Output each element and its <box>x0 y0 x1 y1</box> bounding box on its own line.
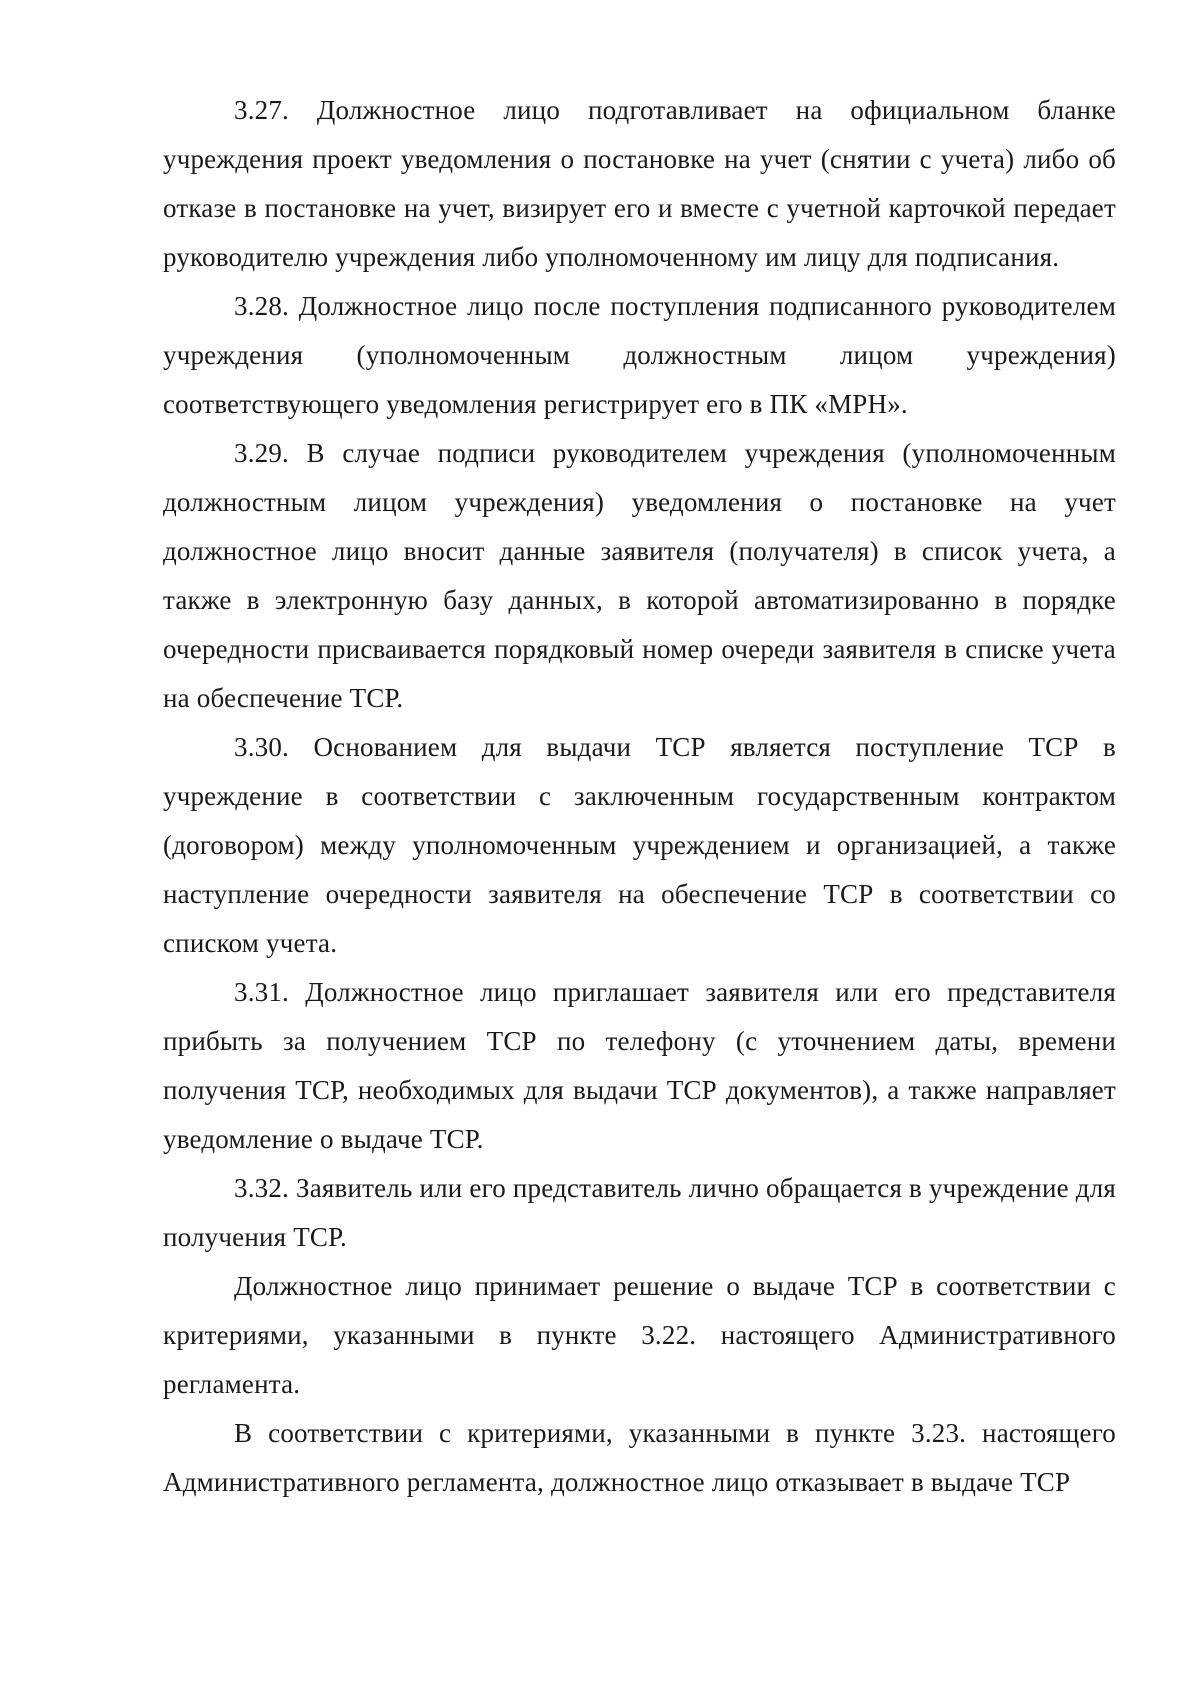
document-body <box>163 86 1116 1507</box>
paragraph-3-27: 3.27. Должностное лицо подготавливает на официальном бланке учреждения проект уведомления о постановке на учет (снятии с учета) либо об отказе в постановке на учет, визирует его и вместе с учетной карточкой передает руководителю учреждения либо уполномоченному им лицу для подписания. <box>163 95 1116 272</box>
paragraph-decision: Должностное лицо принимает решение о выдаче ТСР в соответствии с критериями, указанными в пункте 3.22. настоящего Административного регламента. <box>163 1271 1116 1399</box>
paragraph-3-28: 3.28. Должностное лицо после поступления подписанного руководителем учреждения (уполномоченным должностным лицом учреждения) соответствующего уведомления регистрирует его в ПК «МРН». <box>163 291 1116 419</box>
paragraph-3-32: 3.32. Заявитель или его представитель лично обращается в учреждение для получения ТСР. <box>163 1173 1116 1252</box>
paragraph-3-30: 3.30. Основанием для выдачи ТСР является поступление ТСР в учреждение в соответствии с заключенным государственным контрактом (договором) между уполномоченным учреждением и организацией, а также наступление очередности заявителя на обеспечение ТСР в соответствии со списком учета. <box>163 732 1116 958</box>
paragraph-3-29: 3.29. В случае подписи руководителем учреждения (уполномоченным должностным лицом учреждения) уведомления о постановке на учет должностное лицо вносит данные заявителя (получателя) в список учета, а также в электронную базу данных, в которой автоматизированно в порядке очередности присваивается порядковый номер очереди заявителя в списке учета на обеспечение ТСР. <box>163 438 1116 713</box>
paragraph-3-31: 3.31. Должностное лицо приглашает заявителя или его представителя прибыть за получением ТСР по телефону (с уточнением даты, времени получения ТСР, необходимых для выдачи ТСР документов), а также направляет уведомление о выдаче ТСР. <box>163 977 1116 1154</box>
paragraph-refusal: В соответствии с критериями, указанными в пункте 3.23. настоящего Административного регламента, должностное лицо отказывает в выдаче ТСР <box>163 1418 1116 1497</box>
